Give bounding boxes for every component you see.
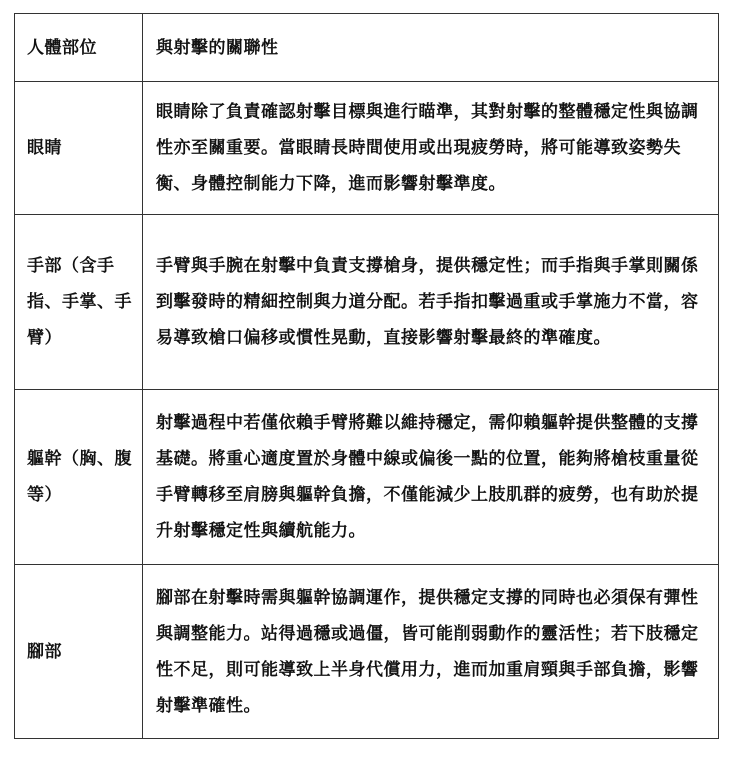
relation-cell: 手臂與手腕在射擊中負責支撐槍身，提供穩定性；而手指與手掌則關係到擊發時的精細控制與力道分配。若手指扣擊過重或手掌施力不當，容易導致槍口偏移或慣性晃動，直接影響射擊最終的準確度。 [143,215,719,390]
body-part-cell: 手部（含手指、手掌、手臂） [15,215,143,390]
body-part-cell: 腳部 [15,565,143,739]
relation-cell: 射擊過程中若僅依賴手臂將難以維持穩定，需仰賴軀幹提供整體的支撐基礎。將重心適度置於身體中線或偏後一點的位置，能夠將槍枝重量從手臂轉移至肩膀與軀幹負擔，不僅能減少上肢肌群的疲勞，也有助於提升射擊穩定性與續航能力。 [143,390,719,565]
body-parts-shooting-table [14,13,719,739]
relation-cell: 腳部在射擊時需與軀幹協調運作，提供穩定支撐的同時也必須保有彈性與調整能力。站得過穩或過僵，皆可能削弱動作的靈活性；若下肢穩定性不足，則可能導致上半身代償用力，進而加重肩頸與手部負擔，影響射擊準確性。 [143,565,719,739]
relation-cell: 眼睛除了負責確認射擊目標與進行瞄準，其對射擊的整體穩定性與協調性亦至關重要。當眼睛長時間使用或出現疲勞時，將可能導致姿勢失衡、身體控制能力下降，進而影響射擊準度。 [143,82,719,215]
header-body-part: 人體部位 [15,14,143,82]
table-header-row [15,14,719,82]
table-row [15,565,719,739]
table-row [15,82,719,215]
header-relation: 與射擊的關聯性 [143,14,719,82]
table-row [15,390,719,565]
table-row [15,215,719,390]
body-part-cell: 軀幹（胸、腹等） [15,390,143,565]
body-part-cell: 眼睛 [15,82,143,215]
